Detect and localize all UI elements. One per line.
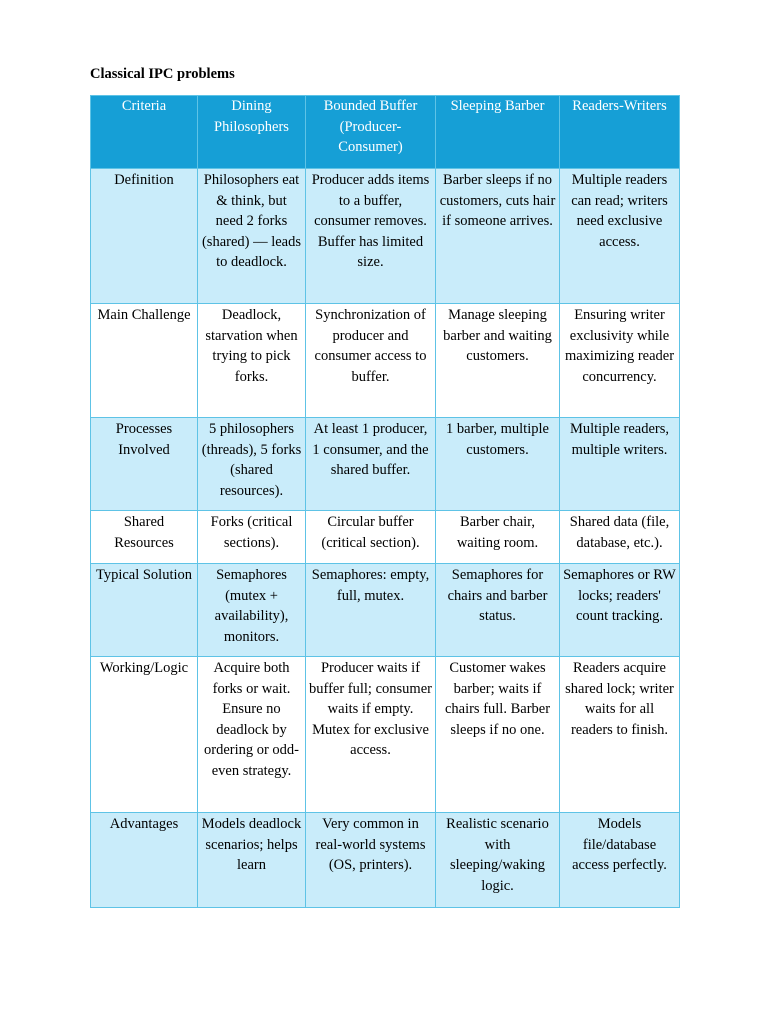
cell-bounded: Semaphores: empty, full, mutex. [306,564,436,657]
header-bounded-buffer: Bounded Buffer (Producer-Consumer) [306,96,436,169]
row-label-main-challenge: Main Challenge [91,304,198,418]
table-header-row [91,96,680,169]
row-label-working-logic: Working/Logic [91,657,198,813]
cell-dining: Philosophers eat & think, but need 2 forks (shared) — leads to deadlock. [198,169,306,304]
cell-bounded: Very common in real-world systems (OS, printers). [306,813,436,908]
cell-dining: Models deadlock scenarios; helps learn [198,813,306,908]
cell-dining: Semaphores (mutex + availability), monitors. [198,564,306,657]
table-row [91,169,680,304]
table-row [91,813,680,908]
cell-barber: Barber chair, waiting room. [436,511,560,564]
cell-dining: Forks (critical sections). [198,511,306,564]
table-row [91,511,680,564]
cell-barber: Customer wakes barber; waits if chairs full. Barber sleeps if no one. [436,657,560,813]
table-row [91,304,680,418]
row-label-typical-solution: Typical Solution [91,564,198,657]
cell-readers: Models file/database access perfectly. [560,813,680,908]
cell-readers: Multiple readers can read; writers need exclusive access. [560,169,680,304]
table-row [91,418,680,511]
cell-barber: Manage sleeping barber and waiting customers. [436,304,560,418]
document-title: Classical IPC problems [90,66,235,82]
header-readers-writers: Readers-Writers [560,96,680,169]
cell-dining: Deadlock, starvation when trying to pick forks. [198,304,306,418]
cell-readers: Ensuring writer exclusivity while maximizing reader concurrency. [560,304,680,418]
cell-barber: Realistic scenario with sleeping/waking logic. [436,813,560,908]
cell-barber: Semaphores for chairs and barber status. [436,564,560,657]
cell-bounded: Synchronization of producer and consumer access to buffer. [306,304,436,418]
cell-dining: 5 philosophers (threads), 5 forks (shared resources). [198,418,306,511]
cell-readers: Shared data (file, database, etc.). [560,511,680,564]
cell-readers: Readers acquire shared lock; writer waits for all readers to finish. [560,657,680,813]
cell-readers: Multiple readers, multiple writers. [560,418,680,511]
cell-barber: Barber sleeps if no customers, cuts hair if someone arrives. [436,169,560,304]
cell-bounded: At least 1 producer, 1 consumer, and the shared buffer. [306,418,436,511]
header-sleeping-barber: Sleeping Barber [436,96,560,169]
row-label-definition: Definition [91,169,198,304]
row-label-processes-involved: Processes Involved [91,418,198,511]
header-dining-philosophers: Dining Philosophers [198,96,306,169]
table-row [91,657,680,813]
cell-dining: Acquire both forks or wait. Ensure no deadlock by ordering or odd-even strategy. [198,657,306,813]
cell-bounded: Producer adds items to a buffer, consumer removes. Buffer has limited size. [306,169,436,304]
row-label-advantages: Advantages [91,813,198,908]
table-row [91,564,680,657]
cell-barber: 1 barber, multiple customers. [436,418,560,511]
cell-readers: Semaphores or RW locks; readers' count tracking. [560,564,680,657]
ipc-comparison-table [90,95,680,908]
cell-bounded: Producer waits if buffer full; consumer waits if empty. Mutex for exclusive access. [306,657,436,813]
row-label-shared-resources: Shared Resources [91,511,198,564]
cell-bounded: Circular buffer (critical section). [306,511,436,564]
header-criteria: Criteria [91,96,198,169]
